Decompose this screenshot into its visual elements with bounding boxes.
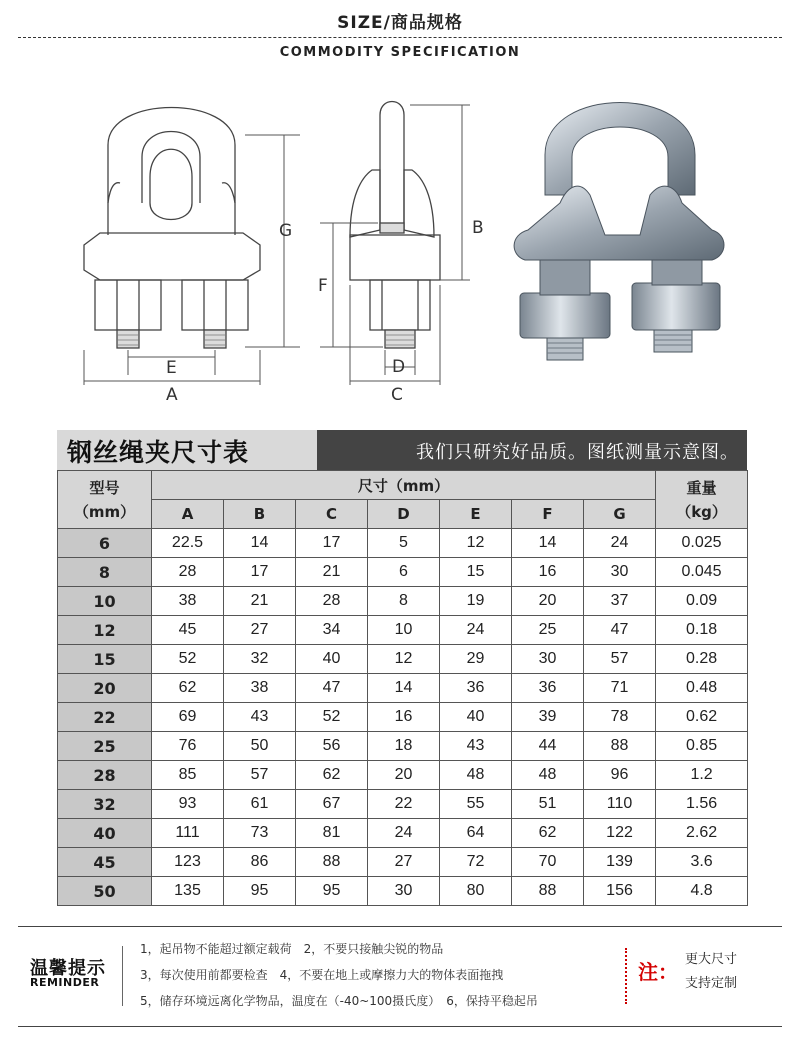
dim-label-f: F bbox=[318, 276, 328, 296]
dimension-cell: 88 bbox=[512, 877, 584, 906]
model-cell: 28 bbox=[58, 761, 152, 790]
dimension-cell: 78 bbox=[584, 703, 656, 732]
weight-cell: 1.56 bbox=[656, 790, 748, 819]
dimension-cell: 71 bbox=[584, 674, 656, 703]
reminder-title-en: REMINDER bbox=[30, 976, 100, 989]
dimension-cell: 88 bbox=[584, 732, 656, 761]
dim-label-a: A bbox=[166, 385, 178, 405]
dimension-cell: 52 bbox=[296, 703, 368, 732]
model-cell: 50 bbox=[58, 877, 152, 906]
dimension-cell: 80 bbox=[440, 877, 512, 906]
table-row bbox=[58, 616, 748, 645]
dimension-cell: 88 bbox=[296, 848, 368, 877]
dimension-cell: 45 bbox=[152, 616, 224, 645]
dimension-cell: 34 bbox=[296, 616, 368, 645]
model-cell: 12 bbox=[58, 616, 152, 645]
dimension-cell: 28 bbox=[152, 558, 224, 587]
dimension-cell: 17 bbox=[224, 558, 296, 587]
dimension-cell: 47 bbox=[584, 616, 656, 645]
weight-cell: 4.8 bbox=[656, 877, 748, 906]
dimension-cell: 62 bbox=[152, 674, 224, 703]
dimension-cell: 56 bbox=[296, 732, 368, 761]
dimension-cell: 67 bbox=[296, 790, 368, 819]
custom-line-2: 支持定制 bbox=[685, 976, 738, 991]
column-header: A bbox=[152, 500, 224, 529]
dimension-cell: 14 bbox=[224, 529, 296, 558]
table-row bbox=[58, 645, 748, 674]
dimension-cell: 57 bbox=[584, 645, 656, 674]
page-header bbox=[0, 0, 800, 70]
column-header: D bbox=[368, 500, 440, 529]
table-row bbox=[58, 877, 748, 906]
dimension-cell: 57 bbox=[224, 761, 296, 790]
dimension-cell: 123 bbox=[152, 848, 224, 877]
dimension-cell: 64 bbox=[440, 819, 512, 848]
dimension-cell: 47 bbox=[296, 674, 368, 703]
spec-table bbox=[57, 470, 748, 906]
table-row bbox=[58, 587, 748, 616]
dimension-cell: 93 bbox=[152, 790, 224, 819]
side-view-drawing bbox=[350, 102, 440, 349]
dimension-cell: 32 bbox=[224, 645, 296, 674]
spec-table-body bbox=[58, 529, 748, 906]
model-cell: 45 bbox=[58, 848, 152, 877]
dimension-cell: 16 bbox=[368, 703, 440, 732]
model-cell: 25 bbox=[58, 732, 152, 761]
reminder-notes bbox=[140, 936, 538, 1014]
dimension-cell: 70 bbox=[512, 848, 584, 877]
dimension-cell: 51 bbox=[512, 790, 584, 819]
dimension-cell: 50 bbox=[224, 732, 296, 761]
banner-right-panel bbox=[317, 430, 747, 470]
custom-line-1: 更大尺寸 bbox=[685, 952, 738, 967]
reminder-top-rule bbox=[18, 926, 782, 927]
table-row bbox=[58, 732, 748, 761]
dimension-cell: 27 bbox=[224, 616, 296, 645]
weight-cell: 1.2 bbox=[656, 761, 748, 790]
dimension-cell: 156 bbox=[584, 877, 656, 906]
table-row bbox=[58, 529, 748, 558]
dimension-cell: 28 bbox=[296, 587, 368, 616]
weight-cell: 2.62 bbox=[656, 819, 748, 848]
dimension-cell: 16 bbox=[512, 558, 584, 587]
dimension-cell: 22 bbox=[368, 790, 440, 819]
model-cell: 32 bbox=[58, 790, 152, 819]
dimension-cell: 55 bbox=[440, 790, 512, 819]
dimension-cell: 95 bbox=[224, 877, 296, 906]
reminder-note: 1，起吊物不能超过额定载荷 2，不要只接触尖锐的物品 bbox=[140, 942, 444, 956]
table-row bbox=[58, 848, 748, 877]
dimension-cell: 37 bbox=[584, 587, 656, 616]
dimension-cell: 17 bbox=[296, 529, 368, 558]
dimension-cell: 20 bbox=[512, 587, 584, 616]
dimension-cell: 21 bbox=[224, 587, 296, 616]
model-cell: 8 bbox=[58, 558, 152, 587]
model-cell: 10 bbox=[58, 587, 152, 616]
dimension-cell: 61 bbox=[224, 790, 296, 819]
dimension-cell: 40 bbox=[296, 645, 368, 674]
dimension-cell: 14 bbox=[368, 674, 440, 703]
weight-header-line1: 重量 bbox=[686, 478, 717, 497]
reminder-divider bbox=[122, 946, 123, 1006]
dimension-cell: 36 bbox=[440, 674, 512, 703]
dimension-cell: 48 bbox=[512, 761, 584, 790]
dimension-cell: 95 bbox=[296, 877, 368, 906]
dimension-cell: 18 bbox=[368, 732, 440, 761]
product-photo bbox=[514, 103, 724, 361]
dimension-cell: 39 bbox=[512, 703, 584, 732]
dimension-cell: 96 bbox=[584, 761, 656, 790]
table-row bbox=[58, 819, 748, 848]
custom-divider bbox=[625, 948, 627, 1004]
weight-cell: 0.18 bbox=[656, 616, 748, 645]
dim-label-e: E bbox=[166, 358, 177, 378]
dimension-cell: 25 bbox=[512, 616, 584, 645]
dimension-cell: 86 bbox=[224, 848, 296, 877]
weight-cell: 0.48 bbox=[656, 674, 748, 703]
note-label: 注： bbox=[638, 960, 678, 984]
dimension-cell: 38 bbox=[152, 587, 224, 616]
dimension-cell: 62 bbox=[512, 819, 584, 848]
column-header: E bbox=[440, 500, 512, 529]
dimension-cell: 8 bbox=[368, 587, 440, 616]
weight-cell: 0.62 bbox=[656, 703, 748, 732]
dimension-cell: 44 bbox=[512, 732, 584, 761]
dimension-cell: 30 bbox=[584, 558, 656, 587]
dimension-cell: 81 bbox=[296, 819, 368, 848]
dimension-cell: 62 bbox=[296, 761, 368, 790]
dim-label-d: D bbox=[392, 357, 406, 377]
dimension-cell: 111 bbox=[152, 819, 224, 848]
dim-label-c: C bbox=[391, 385, 403, 405]
dimension-cell: 24 bbox=[584, 529, 656, 558]
reminder-section bbox=[0, 918, 800, 1028]
reminder-note: 5，储存环境远离化学物品，温度在（-40~100摄氏度） 6，保持平稳起吊 bbox=[140, 994, 538, 1008]
dimension-cell: 73 bbox=[224, 819, 296, 848]
dimension-cell: 72 bbox=[440, 848, 512, 877]
column-header: F bbox=[512, 500, 584, 529]
size-header: 尺寸（mm） bbox=[152, 471, 656, 500]
dimension-cell: 19 bbox=[440, 587, 512, 616]
page-subtitle: COMMODITY SPECIFICATION bbox=[279, 45, 521, 60]
dimension-cell: 6 bbox=[368, 558, 440, 587]
dimension-cell: 22.5 bbox=[152, 529, 224, 558]
column-header-row bbox=[58, 500, 748, 529]
dimension-cell: 43 bbox=[224, 703, 296, 732]
model-cell: 6 bbox=[58, 529, 152, 558]
dim-label-g: G bbox=[279, 221, 293, 241]
model-cell: 15 bbox=[58, 645, 152, 674]
dimension-cell: 85 bbox=[152, 761, 224, 790]
weight-cell: 0.85 bbox=[656, 732, 748, 761]
dimension-cell: 69 bbox=[152, 703, 224, 732]
dimension-cell: 27 bbox=[368, 848, 440, 877]
table-row bbox=[58, 674, 748, 703]
page-title: SIZE/商品规格 bbox=[337, 13, 463, 33]
dimension-cell: 12 bbox=[440, 529, 512, 558]
banner-note: 我们只研究好品质。图纸测量示意图。 bbox=[416, 442, 739, 463]
model-cell: 40 bbox=[58, 819, 152, 848]
reminder-title: 温馨提示 bbox=[30, 958, 106, 979]
model-cell: 20 bbox=[58, 674, 152, 703]
dimension-cell: 135 bbox=[152, 877, 224, 906]
dimension-cell: 12 bbox=[368, 645, 440, 674]
dimension-cell: 110 bbox=[584, 790, 656, 819]
dimension-cell: 48 bbox=[440, 761, 512, 790]
dimension-cell: 30 bbox=[512, 645, 584, 674]
table-row bbox=[58, 761, 748, 790]
column-header: C bbox=[296, 500, 368, 529]
dimension-cell: 76 bbox=[152, 732, 224, 761]
weight-cell: 0.28 bbox=[656, 645, 748, 674]
model-header bbox=[58, 471, 152, 529]
table-row bbox=[58, 790, 748, 819]
header-divider bbox=[18, 37, 782, 38]
dim-label-b: B bbox=[472, 218, 484, 238]
reminder-bottom-rule bbox=[18, 1026, 782, 1027]
weight-cell: 0.045 bbox=[656, 558, 748, 587]
dimension-cell: 14 bbox=[512, 529, 584, 558]
dimension-cell: 24 bbox=[440, 616, 512, 645]
dimension-cell: 52 bbox=[152, 645, 224, 674]
technical-drawing bbox=[0, 85, 800, 415]
dimension-cell: 21 bbox=[296, 558, 368, 587]
dimension-cell: 38 bbox=[224, 674, 296, 703]
weight-header-line2: （kg） bbox=[676, 502, 727, 521]
weight-cell: 0.09 bbox=[656, 587, 748, 616]
dimension-cell: 43 bbox=[440, 732, 512, 761]
dimension-cell: 5 bbox=[368, 529, 440, 558]
model-cell: 22 bbox=[58, 703, 152, 732]
table-row bbox=[58, 558, 748, 587]
dimension-cell: 20 bbox=[368, 761, 440, 790]
dimension-cell: 36 bbox=[512, 674, 584, 703]
custom-size-note bbox=[685, 948, 737, 996]
dimension-cell: 29 bbox=[440, 645, 512, 674]
weight-header bbox=[656, 471, 748, 529]
model-header-line1: 型号 bbox=[89, 478, 120, 497]
table-banner bbox=[57, 430, 747, 470]
dimension-cell: 139 bbox=[584, 848, 656, 877]
weight-cell: 0.025 bbox=[656, 529, 748, 558]
table-row bbox=[58, 703, 748, 732]
dimension-cell: 10 bbox=[368, 616, 440, 645]
reminder-note: 3，每次使用前都要检查 4，不要在地上或摩擦力大的物体表面拖拽 bbox=[140, 968, 504, 982]
weight-cell: 3.6 bbox=[656, 848, 748, 877]
dimension-cell: 24 bbox=[368, 819, 440, 848]
dimension-cell: 30 bbox=[368, 877, 440, 906]
dimension-cell: 40 bbox=[440, 703, 512, 732]
dimension-cell: 122 bbox=[584, 819, 656, 848]
column-header: B bbox=[224, 500, 296, 529]
front-view-drawing bbox=[84, 108, 260, 349]
model-header-line2: （mm） bbox=[73, 502, 136, 521]
dimension-cell: 15 bbox=[440, 558, 512, 587]
column-header: G bbox=[584, 500, 656, 529]
banner-title: 钢丝绳夹尺寸表 bbox=[67, 438, 250, 467]
